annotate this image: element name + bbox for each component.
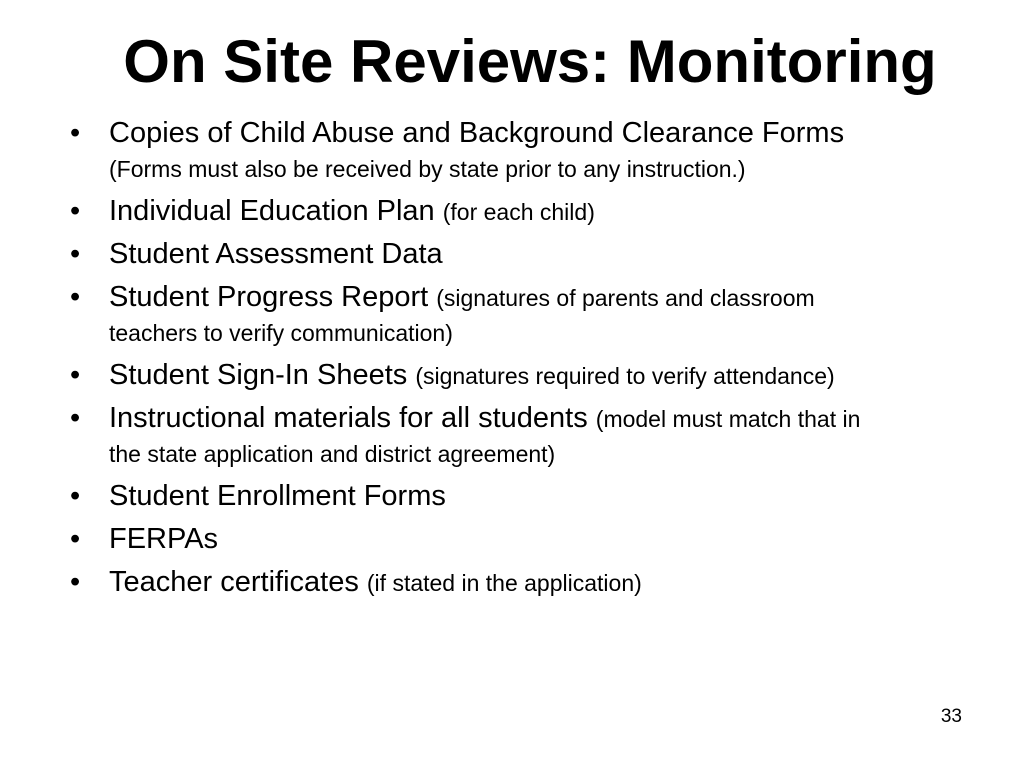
bullet-note: (signatures of parents and classroom teachers to verify communication)	[109, 285, 815, 346]
bullet-marker: •	[70, 281, 81, 313]
bullet-marker: •	[70, 480, 81, 512]
page-number: 33	[940, 706, 962, 727]
bullet-note: (if stated in the application)	[366, 570, 642, 596]
bullet-item	[70, 358, 870, 393]
bullet-item	[70, 522, 870, 557]
bullet-text: Instructional materials for all students	[109, 402, 588, 434]
bullet-text: Teacher certificates	[109, 566, 359, 598]
bullet-text: Individual Education Plan	[109, 195, 435, 227]
bullet-note: (signatures required to verify attendance)	[415, 363, 835, 389]
bullet-item	[70, 280, 870, 350]
bullet-note: (for each child)	[442, 199, 595, 225]
bullet-marker: •	[70, 117, 81, 149]
bullet-marker: •	[70, 402, 81, 434]
bullet-item	[70, 194, 870, 229]
bullet-marker: •	[70, 523, 81, 555]
bullet-text: Student Enrollment Forms	[109, 480, 446, 512]
bullet-item	[70, 565, 870, 600]
bullet-text: FERPAs	[109, 523, 219, 555]
bullet-text: Student Assessment Data	[109, 238, 443, 270]
bullet-item	[70, 401, 870, 471]
bullet-marker: •	[70, 359, 81, 391]
bullet-marker: •	[70, 238, 81, 270]
bullet-text: Student Sign-In Sheets	[109, 359, 408, 391]
bullet-marker: •	[70, 195, 81, 227]
bullet-note: (model must match that in the state application and district agreement)	[109, 406, 861, 467]
bullet-item	[70, 237, 870, 272]
bullet-item	[70, 116, 870, 186]
bullet-list	[70, 116, 870, 608]
bullet-marker: •	[70, 566, 81, 598]
bullet-note: (Forms must also be received by state prior to any instruction.)	[109, 156, 746, 182]
bullet-text: Student Progress Report	[109, 281, 429, 313]
bullet-item	[70, 479, 870, 514]
slide-title: On Site Reviews: Monitoring	[123, 28, 937, 95]
bullet-text: Copies of Child Abuse and Background Clearance Forms	[109, 117, 845, 149]
